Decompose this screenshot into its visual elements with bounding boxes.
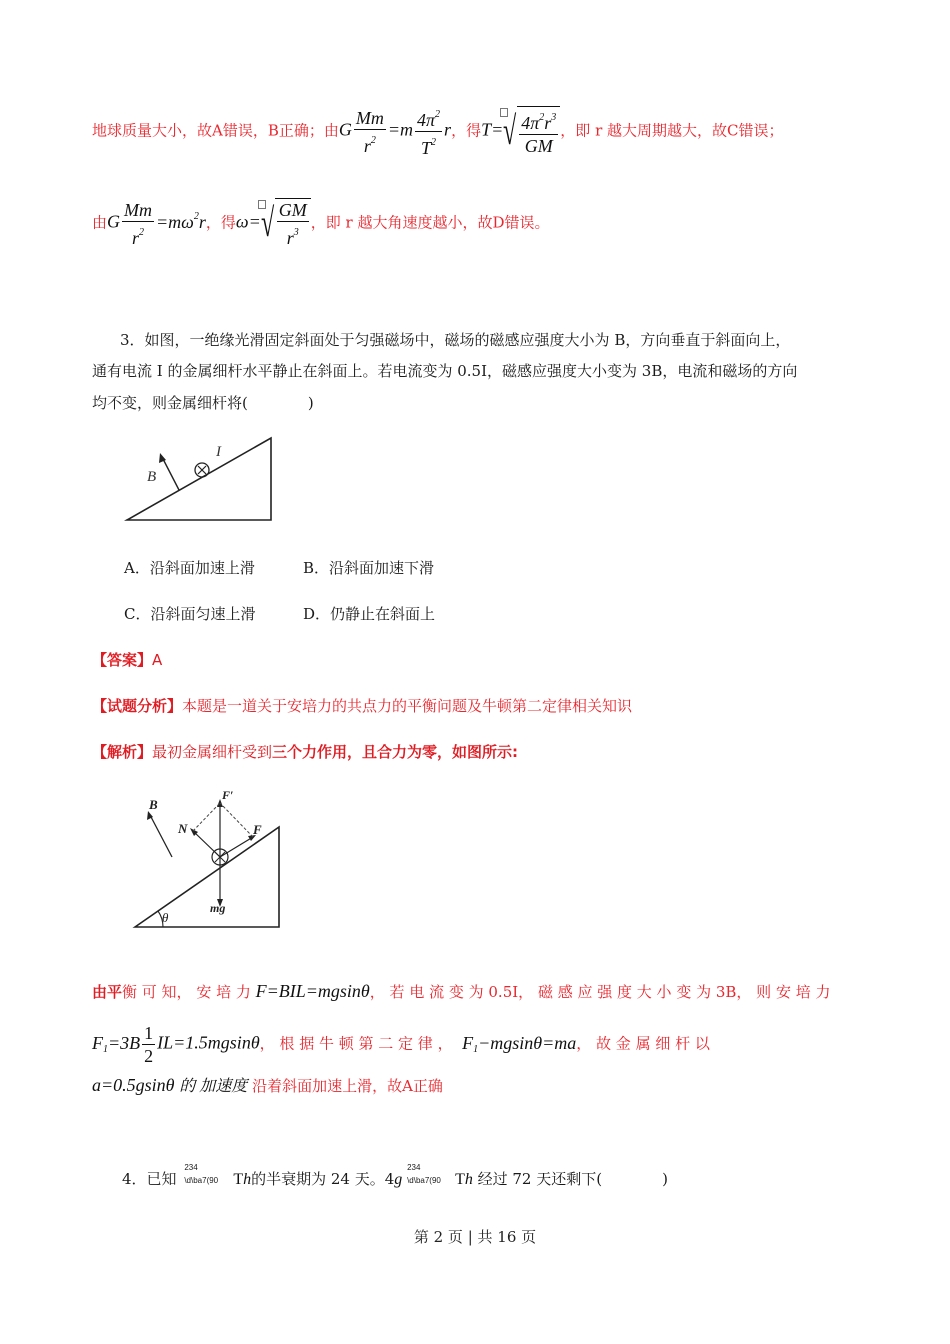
solution-text: ，得	[451, 121, 482, 140]
question-text: 的半衰期为 24 天。4	[251, 1170, 395, 1188]
formula-rhs: $=m\omega^2r$	[156, 210, 206, 232]
fraction: $\frac{1}{2}$	[144, 1023, 154, 1066]
solution-text: 由平	[92, 983, 123, 1001]
label-F-prime: F′	[222, 788, 234, 802]
force-diagram	[125, 785, 290, 935]
formula-symbol: G	[338, 119, 352, 140]
question-text: 4．已知	[122, 1170, 177, 1188]
question-3-line-3: 均不变，则金属细杆将( )	[92, 394, 314, 412]
label-B: B	[147, 469, 157, 485]
formula-lhs: ω=	[235, 211, 261, 232]
solution-line-2	[92, 198, 550, 249]
solution-text: ， 故 金 属 细 杆 以	[576, 1034, 710, 1053]
incline-figure	[115, 430, 285, 530]
label-I: I	[216, 444, 221, 460]
solution-text: ，即 r 越大周期越大，故C错误；	[560, 121, 784, 140]
question-3-line-2: 通有电流 I 的金属细杆水平静止在斜面上。若电流变为 0.5I，磁感应强度大小变为 3B，电流和磁场的方向	[92, 362, 798, 380]
solution-text: ， 根 据 牛 顿 第 二 定 律 ，	[259, 1034, 453, 1053]
explain-tag: 【解析】	[92, 743, 153, 761]
solution-line-1	[92, 104, 783, 159]
explain-line	[92, 741, 518, 762]
fraction: $\frac{Mm}{r^2}$	[124, 199, 153, 248]
question-text: 经过 72 天还剩下( )	[477, 1170, 668, 1188]
formula-tail: r	[444, 119, 452, 140]
solution-text: 衡 可 知， 安 培 力	[122, 983, 251, 1001]
formula: $F_1-mgsin\theta=ma$	[462, 1032, 577, 1055]
label-mg: mg	[210, 901, 226, 915]
label-B: B	[149, 797, 158, 812]
option-a[interactable]: A．沿斜面加速上滑	[124, 559, 255, 577]
solution-text: 地球质量大小，故A错误，B正确；由	[92, 121, 339, 140]
answer-tag: 【答案】	[92, 651, 153, 669]
italic-text: 的 加速度	[179, 1078, 248, 1095]
label-F: F	[253, 822, 262, 837]
solution-3-line-1	[92, 981, 831, 1002]
formula: F=BIL=mgsinθ	[255, 981, 370, 1001]
square-root: √ $\frac{GM}{r^3}$	[261, 198, 311, 249]
explain-text-a: 最初金属细杆受到	[152, 743, 273, 761]
option-c[interactable]: C．沿斜面匀速上滑	[124, 605, 256, 623]
formula: a=0.5gsinθ	[92, 1075, 175, 1095]
option-b[interactable]: B．沿斜面加速下滑	[303, 559, 435, 577]
question-3-line-1: 3．如图，一绝缘光滑固定斜面处于匀强磁场中，磁场的磁感应强度大小为 B，方向垂直于斜面向上，	[120, 331, 791, 349]
question-4: 4．已知 234 \d\ba7(90 Th的半衰期为 24 天。4g 234 \d\ba7(90 Th 经过 72 天还剩下( )	[122, 1163, 668, 1188]
solution-3-line-3	[92, 1073, 443, 1096]
label-N: N	[178, 821, 188, 836]
fraction: $\frac{4\pi^2}{T^2}$	[415, 104, 442, 159]
solution-text: 沿着斜面加速上滑，故A正确	[252, 1077, 443, 1095]
formula-lhs: T=	[481, 119, 504, 140]
answer-line	[92, 649, 162, 670]
page-footer: 第 2 页 | 共 16 页	[413, 1228, 537, 1246]
square-root: √ $\frac{4\pi^2r^3}{GM}$	[503, 106, 560, 157]
analysis-text: 本题是一道关于安培力的共点力的平衡问题及牛顿第二定律相关知识	[182, 697, 633, 715]
analysis-tag: 【试题分析】	[92, 697, 183, 715]
answer-value: A	[152, 651, 163, 669]
option-d[interactable]: D．仍静止在斜面上	[303, 605, 436, 623]
solution-text: ，得	[205, 213, 236, 232]
isotope-notation: 234 \d\ba7(90	[184, 1163, 219, 1185]
isotope-notation: 234 \d\ba7(90	[407, 1163, 441, 1185]
solution-text: ， 若 电 流 变 为 0.5I， 磁 感 应 强 度 大 小 变 为 3B， 则 安 培 力	[369, 983, 831, 1001]
fraction: $\frac{Mm}{r^2}$	[355, 107, 384, 156]
explain-text-b: 三个力作用，且合力为零，如图所示:	[272, 743, 519, 761]
formula-eq: =m	[387, 119, 414, 140]
solution-3-line-2	[92, 1022, 710, 1067]
solution-text: ，即 r 越大角速度越小，故D错误。	[310, 213, 550, 232]
formula-symbol: G	[107, 211, 121, 232]
formula: IL=1.5mgsinθ	[157, 1032, 260, 1053]
formula: $F_1=3B$	[92, 1032, 141, 1055]
label-theta: θ	[162, 910, 169, 925]
solution-text: 由	[92, 213, 108, 232]
analysis-line	[92, 695, 632, 716]
